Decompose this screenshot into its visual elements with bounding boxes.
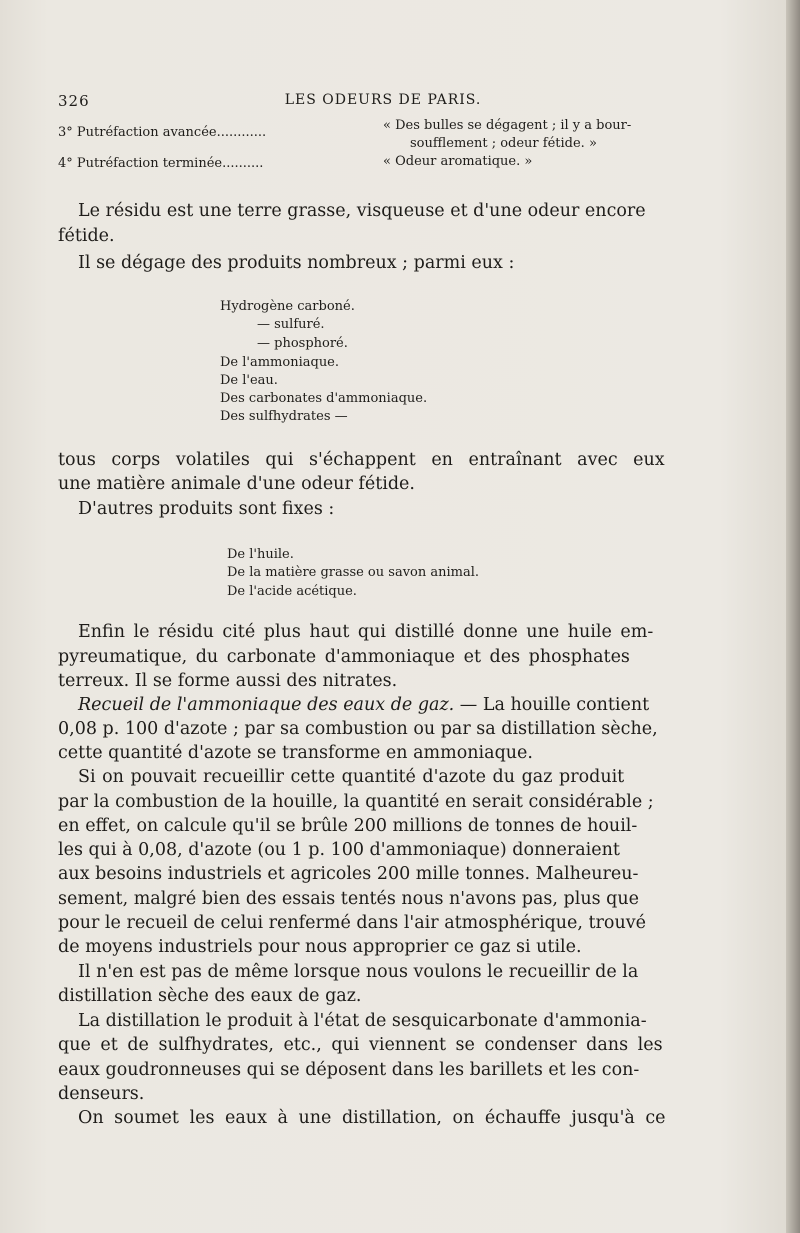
p7-line-3: en effet, on calcule qu'il se brûle 200 millions de tonnes de houil-: [58, 816, 638, 836]
gas-list-item: Des sulfhydrates —: [220, 409, 348, 424]
stage-3-label: 3° Putréfaction avancée............: [58, 125, 267, 140]
fixed-list-item: De la matière grasse ou savon animal.: [227, 565, 480, 580]
p8-line-2: distillation sèche des eaux de gaz.: [58, 986, 362, 1006]
stage-4-label: 4° Putréfaction terminée..........: [58, 156, 264, 171]
p1-line-1: Le résidu est une terre grasse, visqueuse et d'une odeur encore: [78, 201, 646, 221]
p5-line-1: Enfin le résidu cité plus haut qui distillé donne une huile em-: [78, 622, 654, 642]
p10-line: On soumet les eaux à une distillation, on échauffe jusqu'à ce: [78, 1108, 666, 1128]
page-edge-shadow: [786, 0, 800, 1233]
p7-line-6: sement, malgré bien des essais tentés nous n'avons pas, plus que: [58, 889, 639, 909]
p8-line-1: Il n'en est pas de même lorsque nous voulons le recueillir de la: [78, 962, 639, 982]
running-title: LES ODEURS DE PARIS.: [284, 92, 482, 108]
p2-line: Il se dégage des produits nombreux ; parmi eux :: [78, 253, 515, 273]
stage-3-text-1: « Des bulles se dégagent ; il y a bour-: [383, 118, 632, 133]
fixed-list-item: De l'huile.: [227, 547, 294, 562]
gas-list-item: — sulfuré.: [257, 317, 325, 332]
p7-line-5: aux besoins industriels et agricoles 200 mille tonnes. Malheureu-: [58, 864, 639, 884]
p3-line-2: une matière animale d'une odeur fétide.: [58, 474, 415, 494]
page-header: [58, 92, 708, 112]
p1-line-2: fétide.: [58, 226, 115, 246]
gas-list-item: De l'eau.: [220, 373, 278, 388]
stage-3-text-2: soufflement ; odeur fétide. »: [410, 136, 597, 151]
p6-line-1-rest: — La houille contient: [454, 695, 650, 715]
p6-line-1: [78, 695, 649, 715]
p7-line-2: par la combustion de la houille, la quantité en serait considérable ;: [58, 792, 654, 812]
gas-list-item: — phosphoré.: [257, 336, 348, 351]
gas-list-item: De l'ammoniaque.: [220, 355, 340, 370]
stage-4-text: « Odeur aromatique. »: [383, 154, 533, 169]
fixed-list-item: De l'acide acétique.: [227, 584, 357, 599]
gas-list-item: Hydrogène carboné.: [220, 299, 355, 314]
p9-line-2: que et de sulfhydrates, etc., qui viennent se condenser dans les: [58, 1035, 663, 1055]
page-number: 326: [58, 92, 90, 110]
p7-line-8: de moyens industriels pour nous approprier ce gaz si utile.: [58, 937, 582, 957]
p9-line-4: denseurs.: [58, 1084, 145, 1104]
p9-line-1: La distillation le produit à l'état de sesquicarbonate d'ammonia-: [78, 1011, 647, 1031]
p3-line-1: tous corps volatiles qui s'échappent en entraînant avec eux: [58, 450, 665, 470]
p7-line-1: Si on pouvait recueillir cette quantité d'azote du gaz produit: [78, 767, 625, 787]
p5-line-3: terreux. Il se forme aussi des nitrates.: [58, 671, 398, 691]
p7-line-4: les qui à 0,08, d'azote (ou 1 p. 100 d'ammoniaque) donneraient: [58, 840, 620, 860]
p9-line-3: eaux goudronneuses qui se déposent dans les barillets et les con-: [58, 1060, 640, 1080]
section-title: Recueil de l'ammoniaque des eaux de gaz.: [78, 695, 455, 715]
p6-line-2: 0,08 p. 100 d'azote ; par sa combustion ou par sa distillation sèche,: [58, 719, 658, 739]
p4-line: D'autres produits sont fixes :: [78, 499, 335, 519]
p6-line-3: cette quantité d'azote se transforme en ammoniaque.: [58, 743, 533, 763]
p7-line-7: pour le recueil de celui renfermé dans l'air atmosphérique, trouvé: [58, 913, 646, 933]
p5-line-2: pyreumatique, du carbonate d'ammoniaque et des phosphates: [58, 647, 630, 667]
gas-list-item: Des carbonates d'ammoniaque.: [220, 391, 428, 406]
